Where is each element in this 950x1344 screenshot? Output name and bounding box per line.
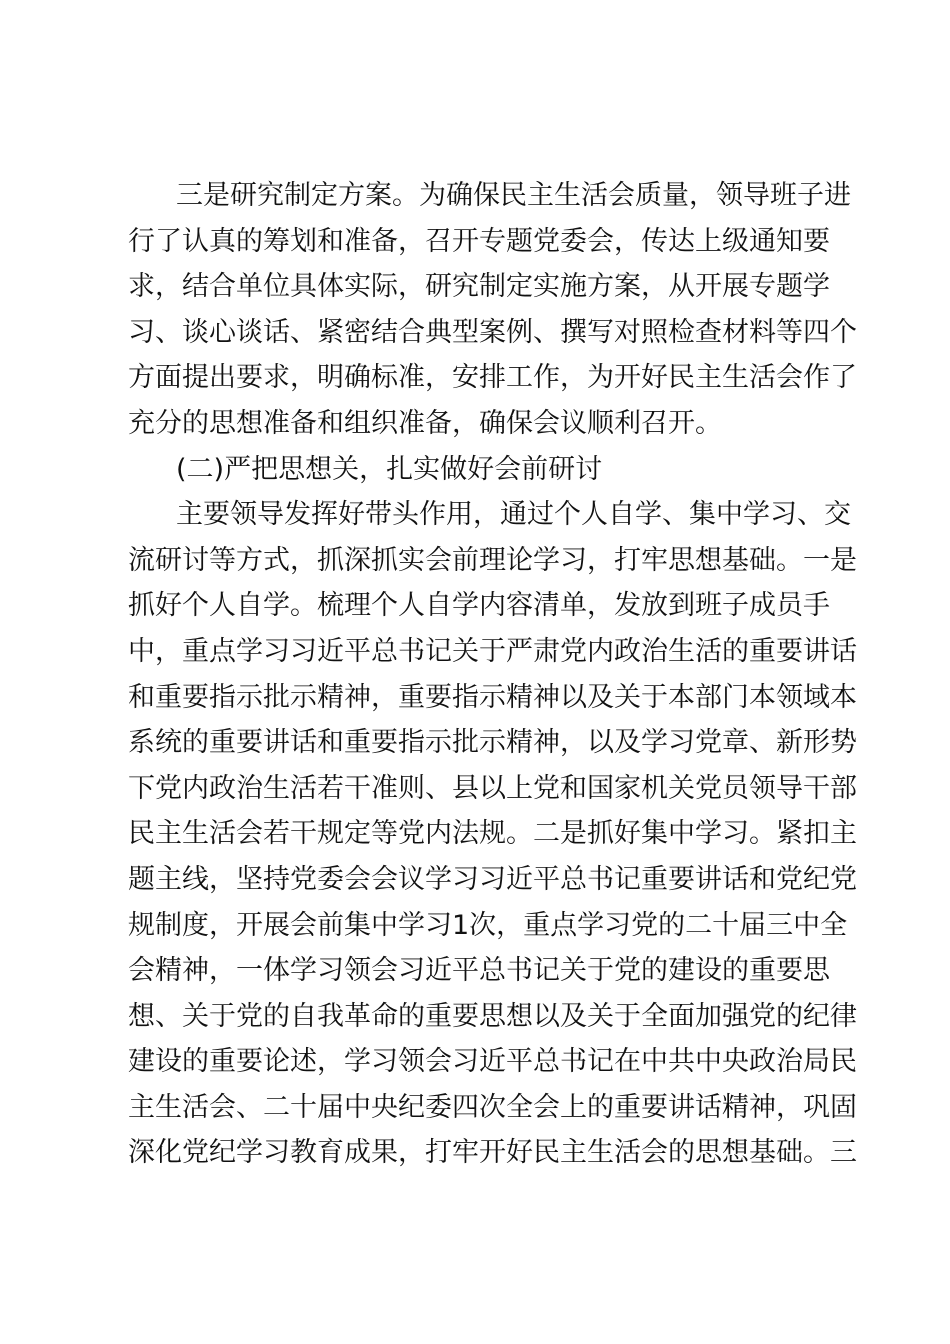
paragraph-line: 习、谈心谈话、紧密结合典型案例、撰写对照检查材料等四个 [128, 316, 857, 348]
paragraph-line: 三是研究制定方案。为确保民主生活会质量，领导班子进 [176, 180, 851, 211]
paragraph-line: 题主线，坚持党委会会议学习习近平总书记重要讲话和党纪党 [128, 863, 857, 895]
paragraph-line: 中，重点学习习近平总书记关于严肃党内政治生活的重要讲话 [128, 635, 857, 667]
paragraph-line: 主要领导发挥好带头作用，通过个人自学、集中学习、交 [176, 499, 851, 531]
paragraph-line: 求，结合单位具体实际，研究制定实施方案，从开展专题学 [128, 271, 830, 303]
document-body [128, 173, 857, 1176]
paragraph-line: 充分的思想准备和组织准备，确保会议顺利召开。 [128, 407, 722, 439]
paragraph-line: 流研讨等方式，抓深抓实会前理论学习，打牢思想基础。一是 [128, 544, 857, 576]
paragraph-line: 和重要指示批示精神，重要指示精神以及关于本部门本领域本 [128, 681, 857, 713]
paragraph-line: 规制度，开展会前集中学习1次，重点学习党的二十届三中全 [128, 909, 848, 941]
paragraph-line: 民主生活会若干规定等党内法规。二是抓好集中学习。紧扣主 [128, 818, 857, 850]
paragraph-line: 行了认真的筹划和准备，召开专题党委会，传达上级通知要 [128, 225, 830, 257]
paragraph-line: 想、关于党的自我革命的重要思想以及关于全面加强党的纪律 [128, 1000, 857, 1032]
paragraph-line: 建设的重要论述，学习领会习近平总书记在中共中央政治局民 [128, 1046, 857, 1078]
paragraph-line: 系统的重要讲话和重要指示批示精神，以及学习党章、新形势 [128, 727, 857, 759]
section-heading: (二)严把思想关，扎实做好会前研讨 [176, 453, 603, 485]
paragraph-line: 会精神，一体学习领会习近平总书记关于党的建设的重要思 [128, 955, 830, 987]
paragraph-line: 方面提出要求，明确标准，安排工作，为开好民主生活会作了 [128, 362, 857, 394]
paragraph-line: 抓好个人自学。梳理个人自学内容清单，发放到班子成员手 [128, 590, 830, 622]
paragraph-line: 主生活会、二十届中央纪委四次全会上的重要讲话精神，巩固 [128, 1091, 857, 1123]
paragraph-line: 下党内政治生活若干准则、县以上党和国家机关党员领导干部 [128, 772, 857, 804]
paragraph-line: 深化党纪学习教育成果，打牢开好民主生活会的思想基础。三 [128, 1137, 857, 1169]
